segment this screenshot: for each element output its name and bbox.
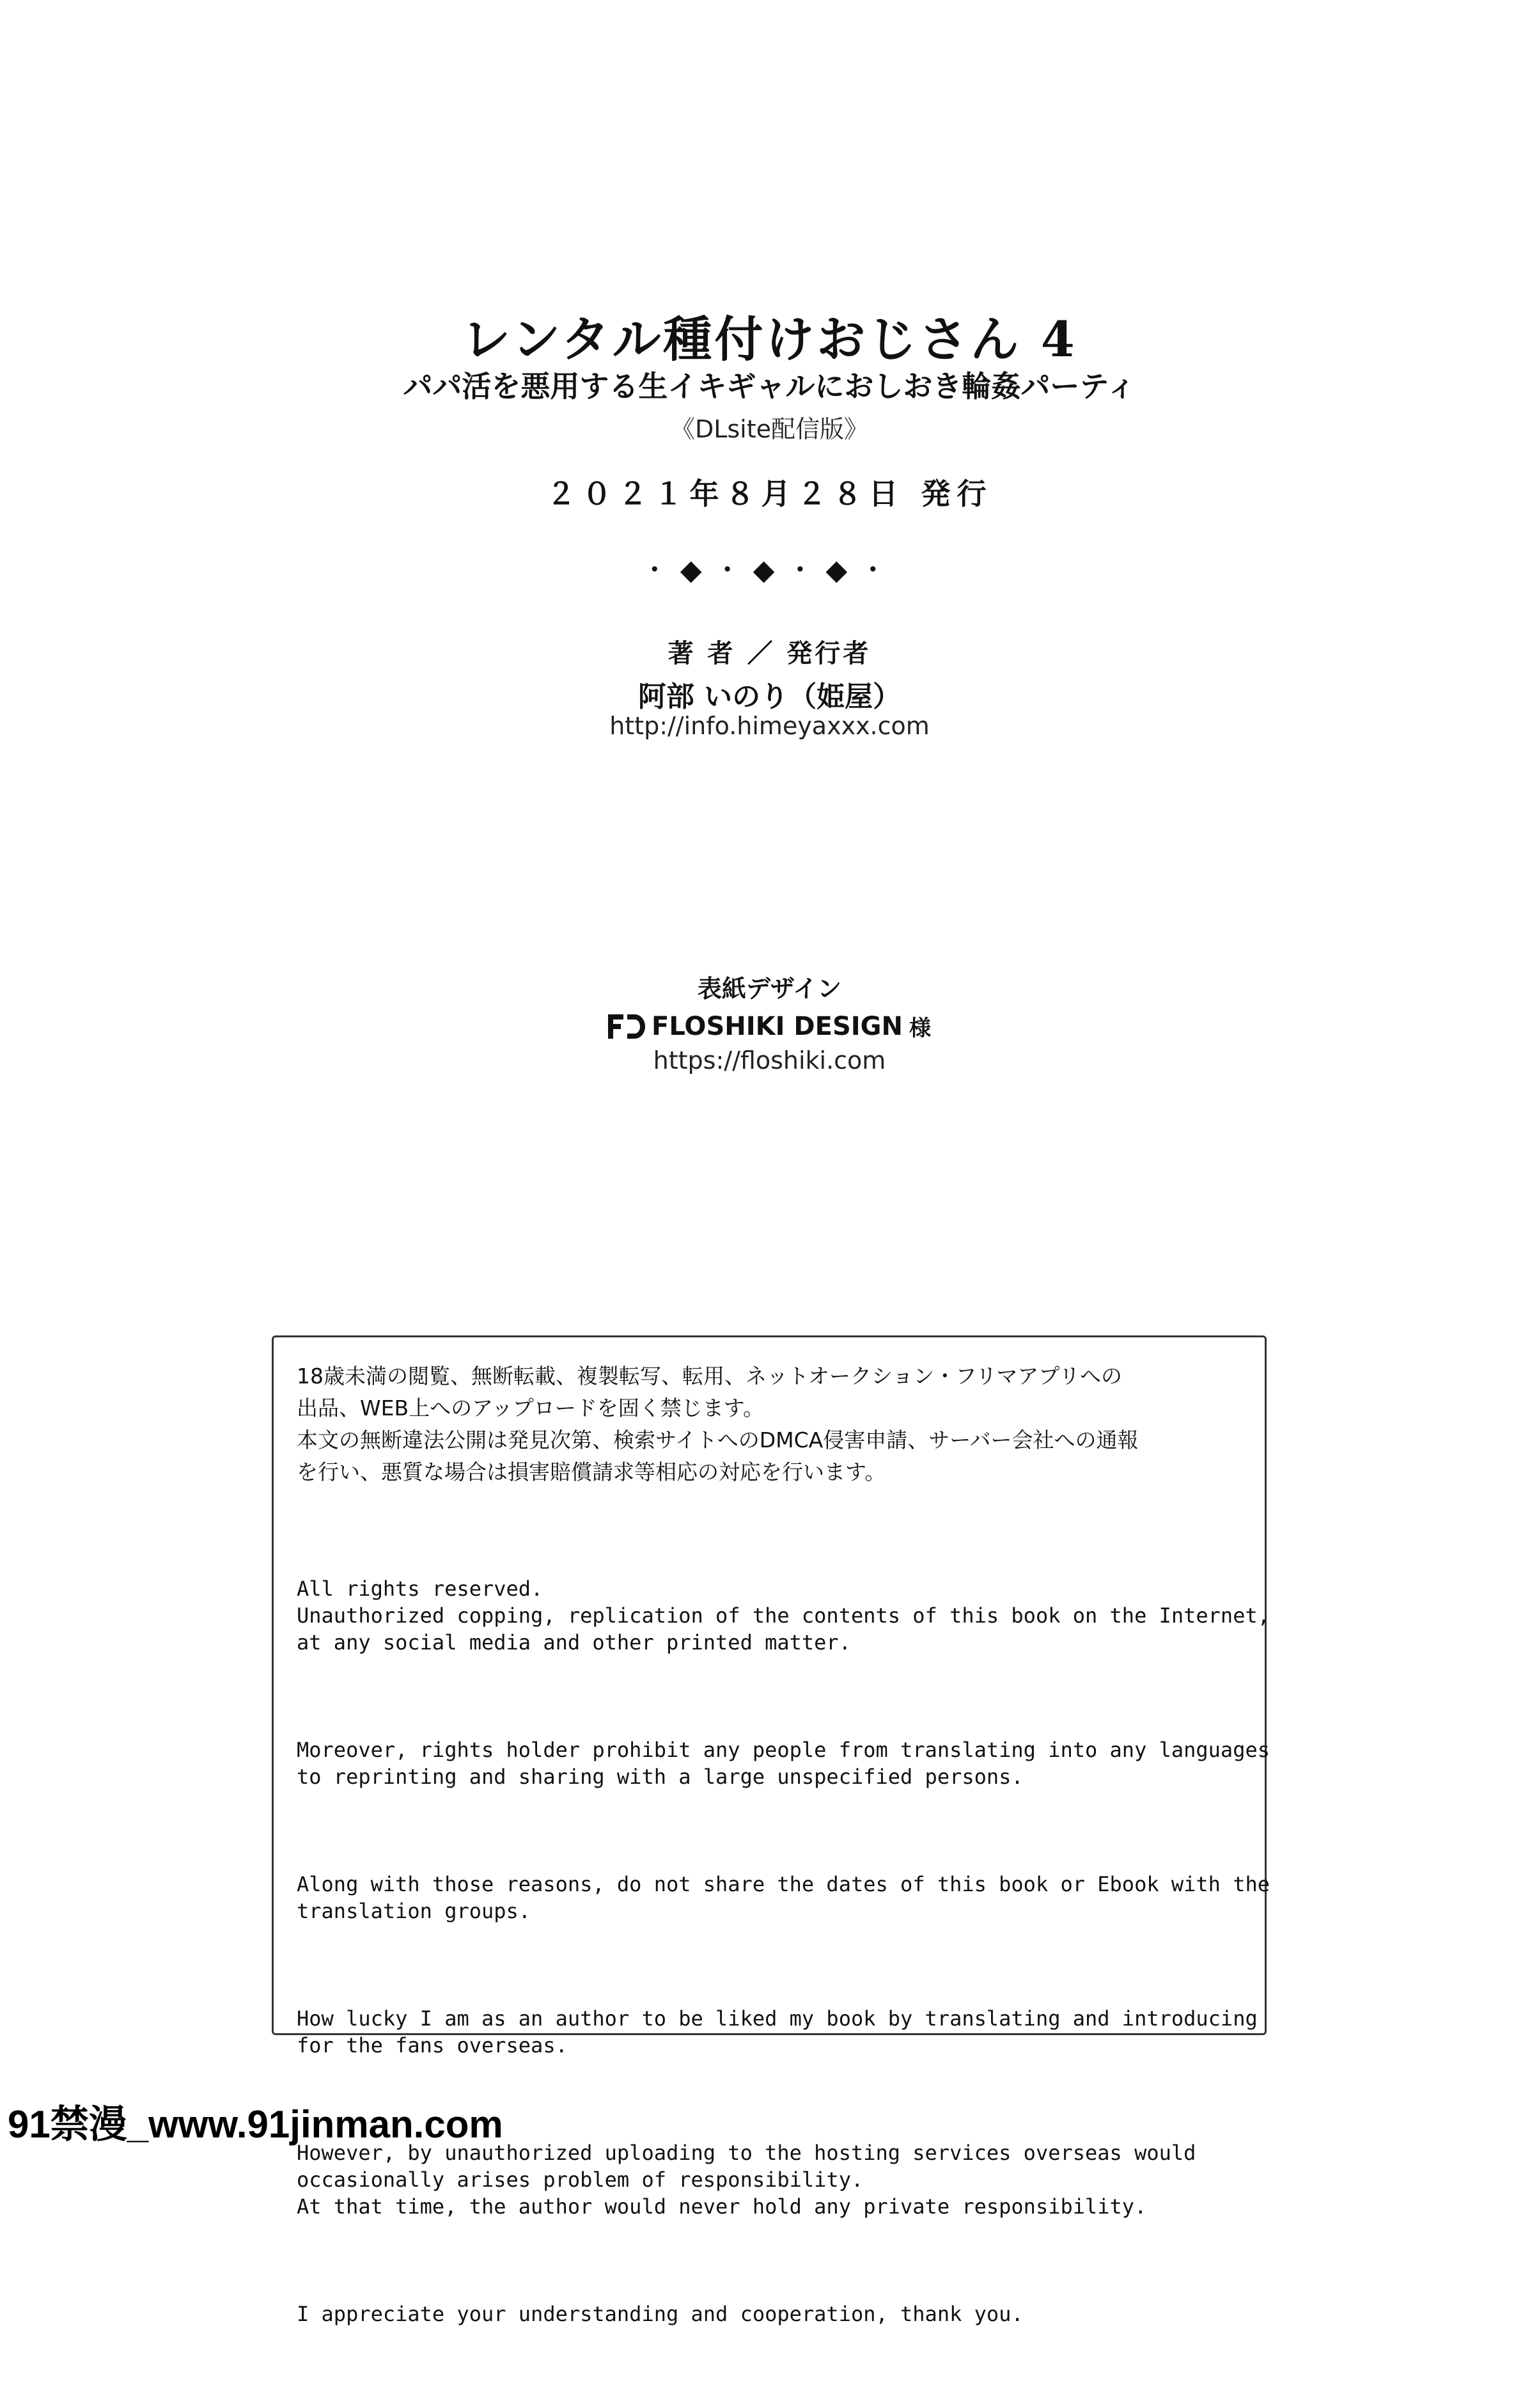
jp-notice-line: 18歳未満の閲覧、無断転載、複製転写、転用、ネットオークション・フリマアプリへの [297,1364,1123,1389]
book-subtitle: パパ活を悪用する生イキギャルにおしおき輪姦パーティ [403,369,1136,404]
designer-honorific: 様 [909,1016,931,1041]
floshiki-logo-icon [608,1014,645,1039]
en-notice-paragraph: Moreover, rights holder prohibit any people from translating into any languages to reprinting and sharing with a large unspecified persons. [297,1738,1270,1789]
author-role-label: 著 者 ／ 発行者 [668,639,871,668]
author-name: 阿部 いのり（姫屋） [637,681,902,713]
jp-notice-line: 本文の無断違法公開は発見次第、検索サイトへのDMCA侵害申請、サーバー会社への通報 [297,1428,1139,1452]
en-notice-paragraph: However, by unauthorized uploading to the hosting services overseas would occasionally arises problem of responsibility. At that time, the author would never hold any private responsibility. [297,2141,1196,2219]
designer-name: FLOSHIKI DESIGN [652,1011,903,1041]
book-title: レンタル種付けおじさん 4 [462,311,1077,368]
en-notice-paragraph: How lucky I am as an author to be liked my book by translating and introducing for the fans overseas. [297,2006,1258,2058]
jp-notice-line: 出品、WEB上へのアップロードを固く禁じます。 [297,1396,765,1420]
publication-date: ２０２１年８月２８日 発行 [546,476,993,511]
ornament-divider: ・◆・◆・◆・ [640,554,899,586]
english-notice [297,1522,1270,2408]
japanese-notice [297,1360,1239,1488]
copyright-notice-box [272,1335,1270,2326]
designer-url: https://floshiki.com [653,1046,886,1074]
en-notice-paragraph: I appreciate your understanding and cooperation, thank you. [297,2302,1024,2326]
author-url: http://info.himeyaxxx.com [609,712,930,740]
en-notice-paragraph: Along with those reasons, do not share the dates of this book or Ebook with the translation groups. [297,1872,1270,1923]
cover-design-label: 表紙デザイン [697,975,842,1003]
edition-label: 《DLsite配信版》 [670,415,869,443]
jp-notice-line: を行い、悪質な場合は損害賠償請求等相応の対応を行います。 [297,1460,886,1484]
site-watermark: 91禁漫_www.91jinman.com [8,2103,503,2146]
designer-credit [0,1011,1539,1042]
en-notice-paragraph: All rights reserved. Unauthorized copping, replication of the contents of this book on the Internet, at any social media and other printed matter. [297,1577,1270,1655]
